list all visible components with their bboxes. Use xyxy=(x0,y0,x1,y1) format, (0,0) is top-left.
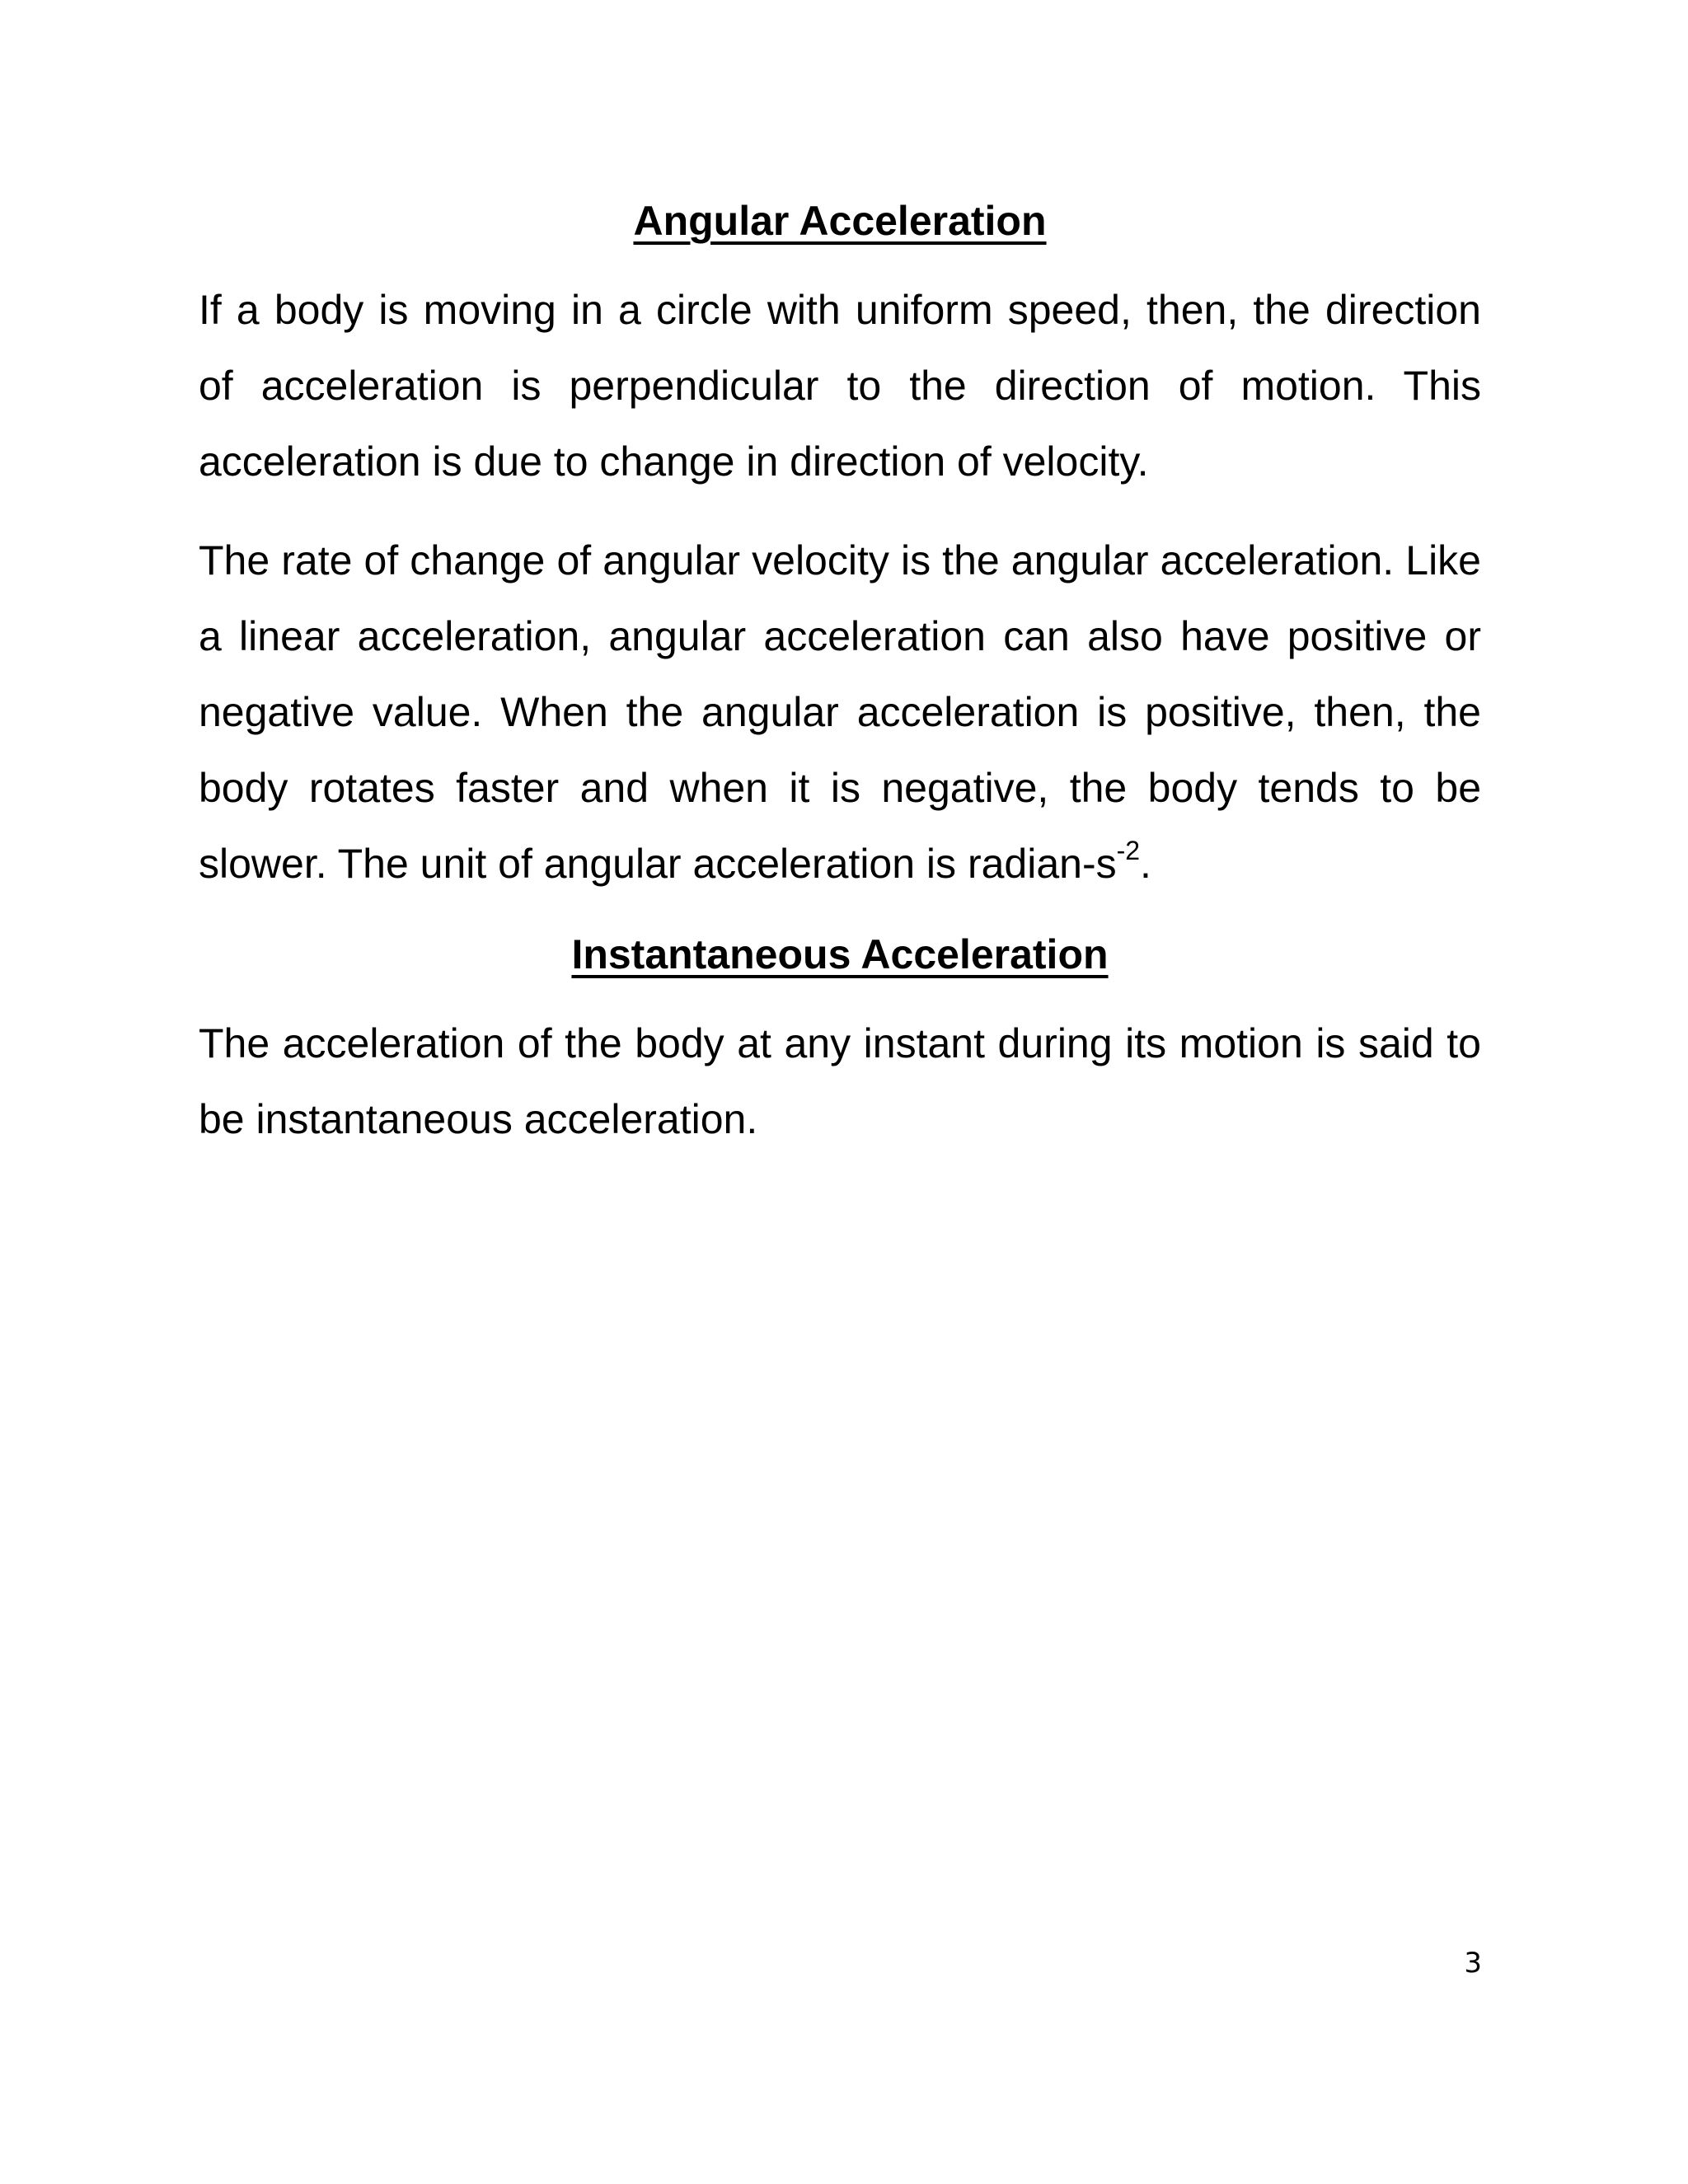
paragraph-text: The rate of change of angular velocity is the angular acceleration. Like a linear acceleration, angular acceleration can also have positive or negative value. When the angular acceleration is positive, then, the body rotates faster and when it is negative, the body tends to be slower. The unit of angular acceleration is xyxy=(199,537,1481,887)
paragraph-angular-acceleration-definition xyxy=(199,523,1481,902)
paragraph-instantaneous-acceleration: The acceleration of the body at any instant during its motion is said to be instantaneous acceleration. xyxy=(199,1020,1481,1142)
heading-instantaneous-acceleration: Instantaneous Acceleration xyxy=(571,931,1109,977)
page-number: 3 xyxy=(1464,1947,1482,1980)
heading-angular-acceleration: Angular Acceleration xyxy=(633,198,1047,244)
unit-base: radian-s xyxy=(967,841,1117,887)
page-content xyxy=(199,191,1481,1180)
unit-suffix: . xyxy=(1140,841,1151,887)
paragraph-uniform-circular-motion: If a body is moving in a circle with uniform speed, then, the direction of acceleration is perpendicular to the direction of motion. This acceleration is due to change in direction of velocity. xyxy=(199,287,1481,485)
unit-exponent: -2 xyxy=(1116,836,1141,865)
unit-expression xyxy=(967,836,1151,887)
